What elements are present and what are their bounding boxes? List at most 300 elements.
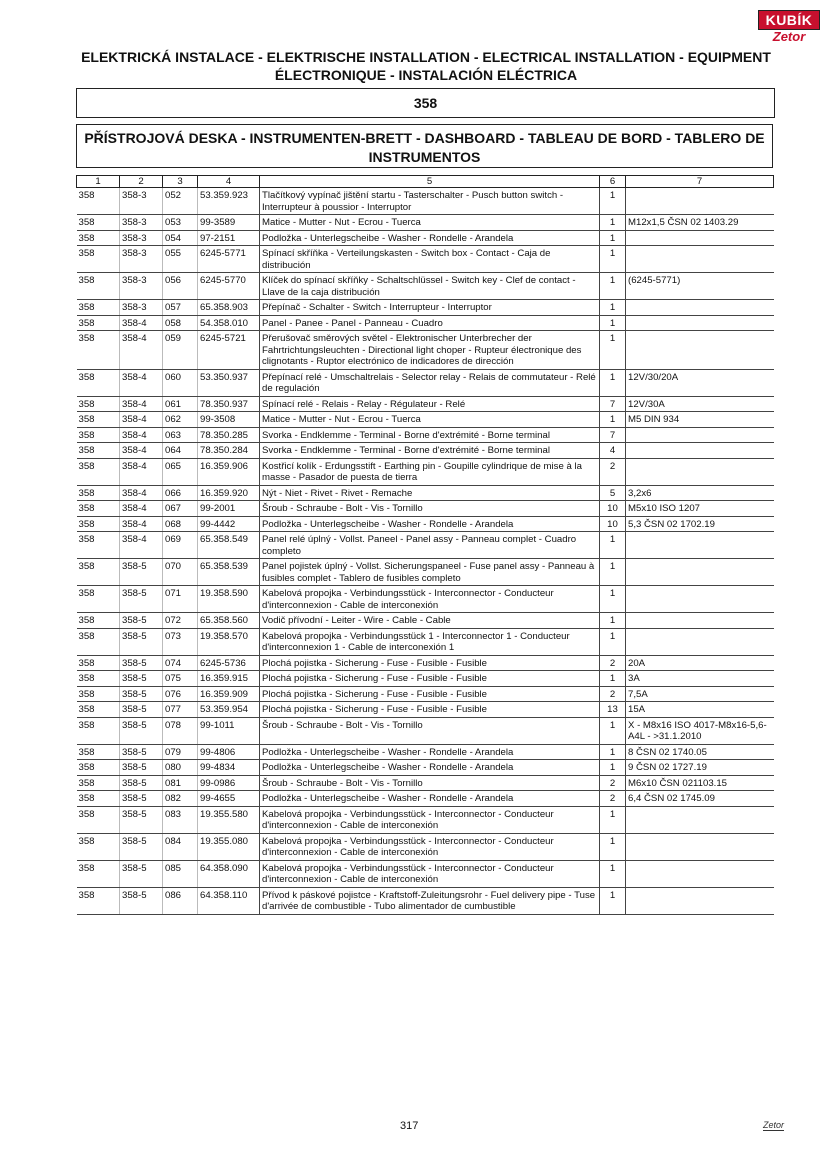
cell-figure: 358-5 xyxy=(120,655,163,671)
cell-description: Šroub - Schraube - Bolt - Vis - Tornillo xyxy=(260,501,600,517)
cell-quantity: 1 xyxy=(600,188,626,215)
table-row xyxy=(77,315,774,331)
cell-figure: 358-4 xyxy=(120,315,163,331)
table-row xyxy=(77,559,774,586)
cell-part-number: 53.359.954 xyxy=(198,702,260,718)
cell-group: 358 xyxy=(77,443,120,459)
cell-figure: 358-4 xyxy=(120,427,163,443)
cell-group: 358 xyxy=(77,230,120,246)
cell-quantity: 1 xyxy=(600,613,626,629)
page-number: 317 xyxy=(400,1120,419,1132)
cell-quantity: 1 xyxy=(600,559,626,586)
cell-group: 358 xyxy=(77,791,120,807)
cell-part-number: 6245-5771 xyxy=(198,246,260,273)
cell-quantity: 13 xyxy=(600,702,626,718)
table-row xyxy=(77,791,774,807)
cell-note xyxy=(626,315,774,331)
cell-description: Podložka - Unterlegscheibe - Washer - Rondelle - Arandela xyxy=(260,791,600,807)
cell-part-number: 99-4655 xyxy=(198,791,260,807)
column-header-5: 5 xyxy=(260,176,600,188)
cell-figure: 358-4 xyxy=(120,443,163,459)
cell-quantity: 1 xyxy=(600,586,626,613)
cell-quantity: 1 xyxy=(600,760,626,776)
cell-group: 358 xyxy=(77,427,120,443)
cell-part-number: 19.358.570 xyxy=(198,628,260,655)
table-row xyxy=(77,760,774,776)
cell-description: Tlačítkový vypínač jištění startu - Tasterschalter - Pusch button switch - Interrupteur à poussior - Interruptor xyxy=(260,188,600,215)
cell-position: 063 xyxy=(163,427,198,443)
cell-position: 073 xyxy=(163,628,198,655)
cell-description: Šroub - Schraube - Bolt - Vis - Tornillo xyxy=(260,775,600,791)
column-header-4: 4 xyxy=(198,176,260,188)
cell-group: 358 xyxy=(77,628,120,655)
cell-part-number: 78.350.284 xyxy=(198,443,260,459)
cell-position: 053 xyxy=(163,215,198,231)
cell-group: 358 xyxy=(77,744,120,760)
table-row xyxy=(77,702,774,718)
cell-group: 358 xyxy=(77,188,120,215)
cell-note: 12V/30/20A xyxy=(626,369,774,396)
header-line-1: ELEKTRICKÁ INSTALACE - ELEKTRISCHE INSTALLATION - ELECTRICAL INSTALLATION - EQUIPMENT xyxy=(81,49,771,65)
cell-figure: 358-5 xyxy=(120,887,163,914)
table-row xyxy=(77,686,774,702)
cell-figure: 358-5 xyxy=(120,833,163,860)
cell-group: 358 xyxy=(77,516,120,532)
cell-quantity: 10 xyxy=(600,501,626,517)
parts-table-body xyxy=(77,188,774,915)
cell-note xyxy=(626,427,774,443)
table-row xyxy=(77,458,774,485)
cell-part-number: 99-4806 xyxy=(198,744,260,760)
cell-position: 078 xyxy=(163,717,198,744)
cell-part-number: 99-4834 xyxy=(198,760,260,776)
cell-group: 358 xyxy=(77,331,120,370)
cell-description: Svorka - Endklemme - Terminal - Borne d'extrémité - Borne terminal xyxy=(260,427,600,443)
cell-figure: 358-3 xyxy=(120,230,163,246)
cell-description: Matice - Mutter - Nut - Ecrou - Tuerca xyxy=(260,412,600,428)
cell-group: 358 xyxy=(77,655,120,671)
cell-description: Plochá pojistka - Sicherung - Fuse - Fusible - Fusible xyxy=(260,655,600,671)
cell-figure: 358-5 xyxy=(120,586,163,613)
column-header-3: 3 xyxy=(163,176,198,188)
cell-description: Šroub - Schraube - Bolt - Vis - Tornillo xyxy=(260,717,600,744)
table-row xyxy=(77,887,774,914)
cell-part-number: 65.358.539 xyxy=(198,559,260,586)
cell-quantity: 1 xyxy=(600,300,626,316)
column-header-7: 7 xyxy=(626,176,774,188)
cell-part-number: 16.359.909 xyxy=(198,686,260,702)
cell-group: 358 xyxy=(77,458,120,485)
cell-description: Spínací skříňka - Verteilungskasten - Switch box - Contact - Caja de distribución xyxy=(260,246,600,273)
table-row xyxy=(77,833,774,860)
cell-figure: 358-5 xyxy=(120,760,163,776)
cell-description: Přerušovač směrových světel - Elektronischer Unterbrecher der Fahrtrichtungsleuchten - Directional light choper - Rupteur électronique des clignotants - Ruptor electrónico de indicadores de dirección xyxy=(260,331,600,370)
cell-note xyxy=(626,586,774,613)
cell-part-number: 99-0986 xyxy=(198,775,260,791)
cell-position: 057 xyxy=(163,300,198,316)
cell-position: 074 xyxy=(163,655,198,671)
table-row xyxy=(77,396,774,412)
cell-position: 085 xyxy=(163,860,198,887)
cell-position: 080 xyxy=(163,760,198,776)
cell-position: 077 xyxy=(163,702,198,718)
cell-note: M5 DIN 934 xyxy=(626,412,774,428)
cell-note xyxy=(626,532,774,559)
cell-note: 8 ČSN 02 1740.05 xyxy=(626,744,774,760)
cell-group: 358 xyxy=(77,532,120,559)
cell-part-number: 65.358.549 xyxy=(198,532,260,559)
cell-description: Přívod k páskové pojistce - Kraftstoff-Zuleitungsrohr - Fuel delivery pipe - Tuse d'arrivée de combustible - Tubo alimentador de cumbustible xyxy=(260,887,600,914)
cell-group: 358 xyxy=(77,369,120,396)
cell-note xyxy=(626,806,774,833)
cell-figure: 358-5 xyxy=(120,671,163,687)
cell-description: Podložka - Unterlegscheibe - Washer - Rondelle - Arandela xyxy=(260,516,600,532)
cell-part-number: 53.359.923 xyxy=(198,188,260,215)
cell-description: Přepínač - Schalter - Switch - Interrupteur - Interruptor xyxy=(260,300,600,316)
table-row xyxy=(77,300,774,316)
cell-figure: 358-5 xyxy=(120,775,163,791)
cell-part-number: 54.358.010 xyxy=(198,315,260,331)
cell-group: 358 xyxy=(77,671,120,687)
logo-top: KUBÍK xyxy=(758,10,820,30)
cell-position: 054 xyxy=(163,230,198,246)
cell-part-number: 99-4442 xyxy=(198,516,260,532)
cell-group: 358 xyxy=(77,559,120,586)
cell-description: Kabelová propojka - Verbindungsstück - Interconnector - Conducteur d'interconnexion - Cable de interconexión xyxy=(260,586,600,613)
section-subtitle: PŘÍSTROJOVÁ DESKA - INSTRUMENTEN-BRETT - DASHBOARD - TABLEAU DE BORD - TABLERO DE INSTRUMENTOS xyxy=(76,124,773,168)
cell-quantity: 4 xyxy=(600,443,626,459)
cell-position: 081 xyxy=(163,775,198,791)
table-row xyxy=(77,501,774,517)
cell-position: 062 xyxy=(163,412,198,428)
cell-quantity: 1 xyxy=(600,833,626,860)
table-row xyxy=(77,744,774,760)
cell-part-number: 19.355.580 xyxy=(198,806,260,833)
cell-description: Panel - Panee - Panel - Panneau - Cuadro xyxy=(260,315,600,331)
cell-description: Vodič přívodní - Leiter - Wire - Cable - Cable xyxy=(260,613,600,629)
cell-note xyxy=(626,300,774,316)
column-header-1: 1 xyxy=(77,176,120,188)
cell-figure: 358-3 xyxy=(120,188,163,215)
cell-part-number: 16.359.915 xyxy=(198,671,260,687)
table-row xyxy=(77,412,774,428)
cell-quantity: 10 xyxy=(600,516,626,532)
cell-quantity: 1 xyxy=(600,628,626,655)
cell-description: Podložka - Unterlegscheibe - Washer - Rondelle - Arandela xyxy=(260,744,600,760)
cell-description: Plochá pojistka - Sicherung - Fuse - Fusible - Fusible xyxy=(260,686,600,702)
cell-description: Matice - Mutter - Nut - Ecrou - Tuerca xyxy=(260,215,600,231)
cell-note xyxy=(626,246,774,273)
cell-quantity: 7 xyxy=(600,427,626,443)
cell-position: 070 xyxy=(163,559,198,586)
table-row xyxy=(77,485,774,501)
cell-description: Klíček do spínací skříňky - Schaltschlüssel - Switch key - Clef de contact - Llave de la caja distribución xyxy=(260,273,600,300)
cell-note: 3,2x6 xyxy=(626,485,774,501)
cell-position: 083 xyxy=(163,806,198,833)
cell-quantity: 1 xyxy=(600,860,626,887)
cell-group: 358 xyxy=(77,717,120,744)
cell-part-number: 78.350.285 xyxy=(198,427,260,443)
cell-group: 358 xyxy=(77,860,120,887)
cell-note: (6245-5771) xyxy=(626,273,774,300)
cell-position: 060 xyxy=(163,369,198,396)
cell-part-number: 6245-5736 xyxy=(198,655,260,671)
cell-description: Svorka - Endklemme - Terminal - Borne d'extrémité - Borne terminal xyxy=(260,443,600,459)
cell-figure: 358-3 xyxy=(120,215,163,231)
cell-group: 358 xyxy=(77,775,120,791)
cell-description: Panel relé úplný - Vollst. Paneel - Panel assy - Panneau complet - Cuadro completo xyxy=(260,532,600,559)
cell-position: 064 xyxy=(163,443,198,459)
cell-description: Panel pojistek úplný - Vollst. Sicherungspaneel - Fuse panel assy - Panneau à fusibles complet - Tablero de fusibles completo xyxy=(260,559,600,586)
cell-note xyxy=(626,443,774,459)
cell-position: 067 xyxy=(163,501,198,517)
cell-position: 071 xyxy=(163,586,198,613)
table-row xyxy=(77,806,774,833)
column-header-row xyxy=(77,176,774,188)
cell-note xyxy=(626,559,774,586)
column-header-6: 6 xyxy=(600,176,626,188)
cell-figure: 358-3 xyxy=(120,273,163,300)
cell-quantity: 1 xyxy=(600,273,626,300)
cell-quantity: 1 xyxy=(600,717,626,744)
cell-position: 058 xyxy=(163,315,198,331)
cell-note xyxy=(626,230,774,246)
table-row xyxy=(77,775,774,791)
cell-description: Nýt - Niet - Rivet - Rivet - Remache xyxy=(260,485,600,501)
cell-note: 15A xyxy=(626,702,774,718)
table-row xyxy=(77,246,774,273)
cell-position: 059 xyxy=(163,331,198,370)
cell-position: 072 xyxy=(163,613,198,629)
cell-figure: 358-4 xyxy=(120,412,163,428)
cell-quantity: 1 xyxy=(600,315,626,331)
cell-figure: 358-4 xyxy=(120,501,163,517)
cell-figure: 358-4 xyxy=(120,396,163,412)
cell-group: 358 xyxy=(77,613,120,629)
cell-note: X - M8x16 ISO 4017-M8x16-5,6-A4L - >31.1.2010 xyxy=(626,717,774,744)
cell-part-number: 53.350.937 xyxy=(198,369,260,396)
cell-note xyxy=(626,458,774,485)
cell-part-number: 78.350.937 xyxy=(198,396,260,412)
cell-part-number: 64.358.090 xyxy=(198,860,260,887)
cell-note xyxy=(626,188,774,215)
cell-group: 358 xyxy=(77,412,120,428)
cell-part-number: 99-3508 xyxy=(198,412,260,428)
cell-quantity: 1 xyxy=(600,887,626,914)
cell-description: Přepínací relé - Umschaltrelais - Selector relay - Relais de commutateur - Relé de regulación xyxy=(260,369,600,396)
cell-position: 069 xyxy=(163,532,198,559)
cell-note xyxy=(626,613,774,629)
header-line-2: ÉLECTRONIQUE - INSTALACIÓN ELÉCTRICA xyxy=(274,67,578,83)
section-number: 358 xyxy=(76,88,775,118)
cell-note: 5,3 ČSN 02 1702.19 xyxy=(626,516,774,532)
cell-description: Plochá pojistka - Sicherung - Fuse - Fusible - Fusible xyxy=(260,702,600,718)
cell-part-number: 64.358.110 xyxy=(198,887,260,914)
cell-description: Kabelová propojka - Verbindungsstück 1 - Interconnector 1 - Conducteur d'interconnexion 1 - Cable de interconexión 1 xyxy=(260,628,600,655)
cell-quantity: 7 xyxy=(600,396,626,412)
cell-quantity: 1 xyxy=(600,230,626,246)
cell-note xyxy=(626,887,774,914)
cell-group: 358 xyxy=(77,833,120,860)
cell-note xyxy=(626,833,774,860)
cell-note: M5x10 ISO 1207 xyxy=(626,501,774,517)
cell-position: 086 xyxy=(163,887,198,914)
cell-quantity: 1 xyxy=(600,215,626,231)
cell-note: 7,5A xyxy=(626,686,774,702)
cell-position: 068 xyxy=(163,516,198,532)
cell-figure: 358-4 xyxy=(120,369,163,396)
cell-description: Kabelová propojka - Verbindungsstück - Interconnector - Conducteur d'interconnexion - Cable de interconexión xyxy=(260,833,600,860)
cell-group: 358 xyxy=(77,215,120,231)
table-row xyxy=(77,516,774,532)
cell-part-number: 16.359.906 xyxy=(198,458,260,485)
table-row xyxy=(77,188,774,215)
cell-note xyxy=(626,860,774,887)
cell-position: 052 xyxy=(163,188,198,215)
cell-note: 20A xyxy=(626,655,774,671)
cell-group: 358 xyxy=(77,806,120,833)
cell-figure: 358-5 xyxy=(120,613,163,629)
cell-group: 358 xyxy=(77,485,120,501)
cell-quantity: 5 xyxy=(600,485,626,501)
cell-quantity: 1 xyxy=(600,412,626,428)
cell-position: 056 xyxy=(163,273,198,300)
cell-figure: 358-4 xyxy=(120,516,163,532)
cell-part-number: 6245-5721 xyxy=(198,331,260,370)
cell-figure: 358-5 xyxy=(120,806,163,833)
cell-description: Kabelová propojka - Verbindungsstück - Interconnector - Conducteur d'interconnexion - Cable de interconexión xyxy=(260,860,600,887)
table-row xyxy=(77,331,774,370)
cell-note: 12V/30A xyxy=(626,396,774,412)
cell-part-number: 99-1011 xyxy=(198,717,260,744)
cell-position: 079 xyxy=(163,744,198,760)
cell-figure: 358-4 xyxy=(120,485,163,501)
table-row xyxy=(77,532,774,559)
cell-figure: 358-5 xyxy=(120,791,163,807)
cell-position: 084 xyxy=(163,833,198,860)
cell-position: 076 xyxy=(163,686,198,702)
cell-quantity: 2 xyxy=(600,686,626,702)
cell-description: Kostřicí kolík - Erdungsstift - Earthing pin - Goupille cylindrique de mise à la masse - Pasador de puesta de tierra xyxy=(260,458,600,485)
cell-quantity: 1 xyxy=(600,331,626,370)
cell-position: 061 xyxy=(163,396,198,412)
cell-note: 6,4 ČSN 02 1745.09 xyxy=(626,791,774,807)
table-row xyxy=(77,443,774,459)
cell-figure: 358-4 xyxy=(120,532,163,559)
cell-quantity: 1 xyxy=(600,246,626,273)
cell-note xyxy=(626,331,774,370)
cell-note xyxy=(626,628,774,655)
cell-description: Podložka - Unterlegscheibe - Washer - Rondelle - Arandela xyxy=(260,230,600,246)
cell-note: 3A xyxy=(626,671,774,687)
cell-quantity: 1 xyxy=(600,369,626,396)
cell-part-number: 97-2151 xyxy=(198,230,260,246)
table-row xyxy=(77,586,774,613)
cell-description: Kabelová propojka - Verbindungsstück - Interconnector - Conducteur d'interconnexion - Cable de interconexión xyxy=(260,806,600,833)
cell-part-number: 99-3589 xyxy=(198,215,260,231)
cell-description: Podložka - Unterlegscheibe - Washer - Rondelle - Arandela xyxy=(260,760,600,776)
table-row xyxy=(77,427,774,443)
cell-quantity: 1 xyxy=(600,532,626,559)
cell-group: 358 xyxy=(77,396,120,412)
cell-quantity: 1 xyxy=(600,806,626,833)
cell-group: 358 xyxy=(77,760,120,776)
table-row xyxy=(77,215,774,231)
footer-logo: Zetor xyxy=(762,1120,784,1130)
parts-table xyxy=(76,175,774,915)
cell-group: 358 xyxy=(77,702,120,718)
cell-part-number: 19.358.590 xyxy=(198,586,260,613)
cell-position: 055 xyxy=(163,246,198,273)
table-row xyxy=(77,230,774,246)
table-row xyxy=(77,613,774,629)
column-header-2: 2 xyxy=(120,176,163,188)
cell-position: 082 xyxy=(163,791,198,807)
table-row xyxy=(77,671,774,687)
cell-part-number: 65.358.903 xyxy=(198,300,260,316)
cell-figure: 358-4 xyxy=(120,331,163,370)
cell-group: 358 xyxy=(77,686,120,702)
cell-figure: 358-5 xyxy=(120,559,163,586)
table-row xyxy=(77,273,774,300)
cell-position: 075 xyxy=(163,671,198,687)
cell-figure: 358-5 xyxy=(120,702,163,718)
cell-group: 358 xyxy=(77,315,120,331)
cell-part-number: 65.358.560 xyxy=(198,613,260,629)
cell-group: 358 xyxy=(77,246,120,273)
cell-group: 358 xyxy=(77,887,120,914)
table-row xyxy=(77,369,774,396)
cell-description: Spínací relé - Relais - Relay - Régulateur - Relé xyxy=(260,396,600,412)
cell-group: 358 xyxy=(77,300,120,316)
cell-figure: 358-5 xyxy=(120,744,163,760)
document-header xyxy=(78,48,774,84)
cell-quantity: 2 xyxy=(600,655,626,671)
table-row xyxy=(77,655,774,671)
cell-description: Plochá pojistka - Sicherung - Fuse - Fusible - Fusible xyxy=(260,671,600,687)
cell-figure: 358-4 xyxy=(120,458,163,485)
cell-note: 9 ČSN 02 1727.19 xyxy=(626,760,774,776)
cell-figure: 358-5 xyxy=(120,860,163,887)
cell-group: 358 xyxy=(77,273,120,300)
kubik-zetor-logo xyxy=(758,10,820,43)
cell-figure: 358-5 xyxy=(120,686,163,702)
cell-group: 358 xyxy=(77,501,120,517)
table-row xyxy=(77,628,774,655)
cell-figure: 358-5 xyxy=(120,717,163,744)
cell-quantity: 1 xyxy=(600,744,626,760)
cell-part-number: 99-2001 xyxy=(198,501,260,517)
logo-bottom: Zetor xyxy=(772,29,806,44)
cell-note: M12x1,5 ČSN 02 1403.29 xyxy=(626,215,774,231)
cell-position: 066 xyxy=(163,485,198,501)
table-row xyxy=(77,860,774,887)
table-row xyxy=(77,717,774,744)
cell-note: M6x10 ČSN 021103.15 xyxy=(626,775,774,791)
cell-quantity: 2 xyxy=(600,791,626,807)
cell-group: 358 xyxy=(77,586,120,613)
cell-quantity: 2 xyxy=(600,458,626,485)
cell-quantity: 2 xyxy=(600,775,626,791)
cell-figure: 358-3 xyxy=(120,246,163,273)
cell-part-number: 6245-5770 xyxy=(198,273,260,300)
cell-part-number: 19.355.080 xyxy=(198,833,260,860)
cell-position: 065 xyxy=(163,458,198,485)
cell-part-number: 16.359.920 xyxy=(198,485,260,501)
cell-figure: 358-5 xyxy=(120,628,163,655)
cell-quantity: 1 xyxy=(600,671,626,687)
cell-figure: 358-3 xyxy=(120,300,163,316)
